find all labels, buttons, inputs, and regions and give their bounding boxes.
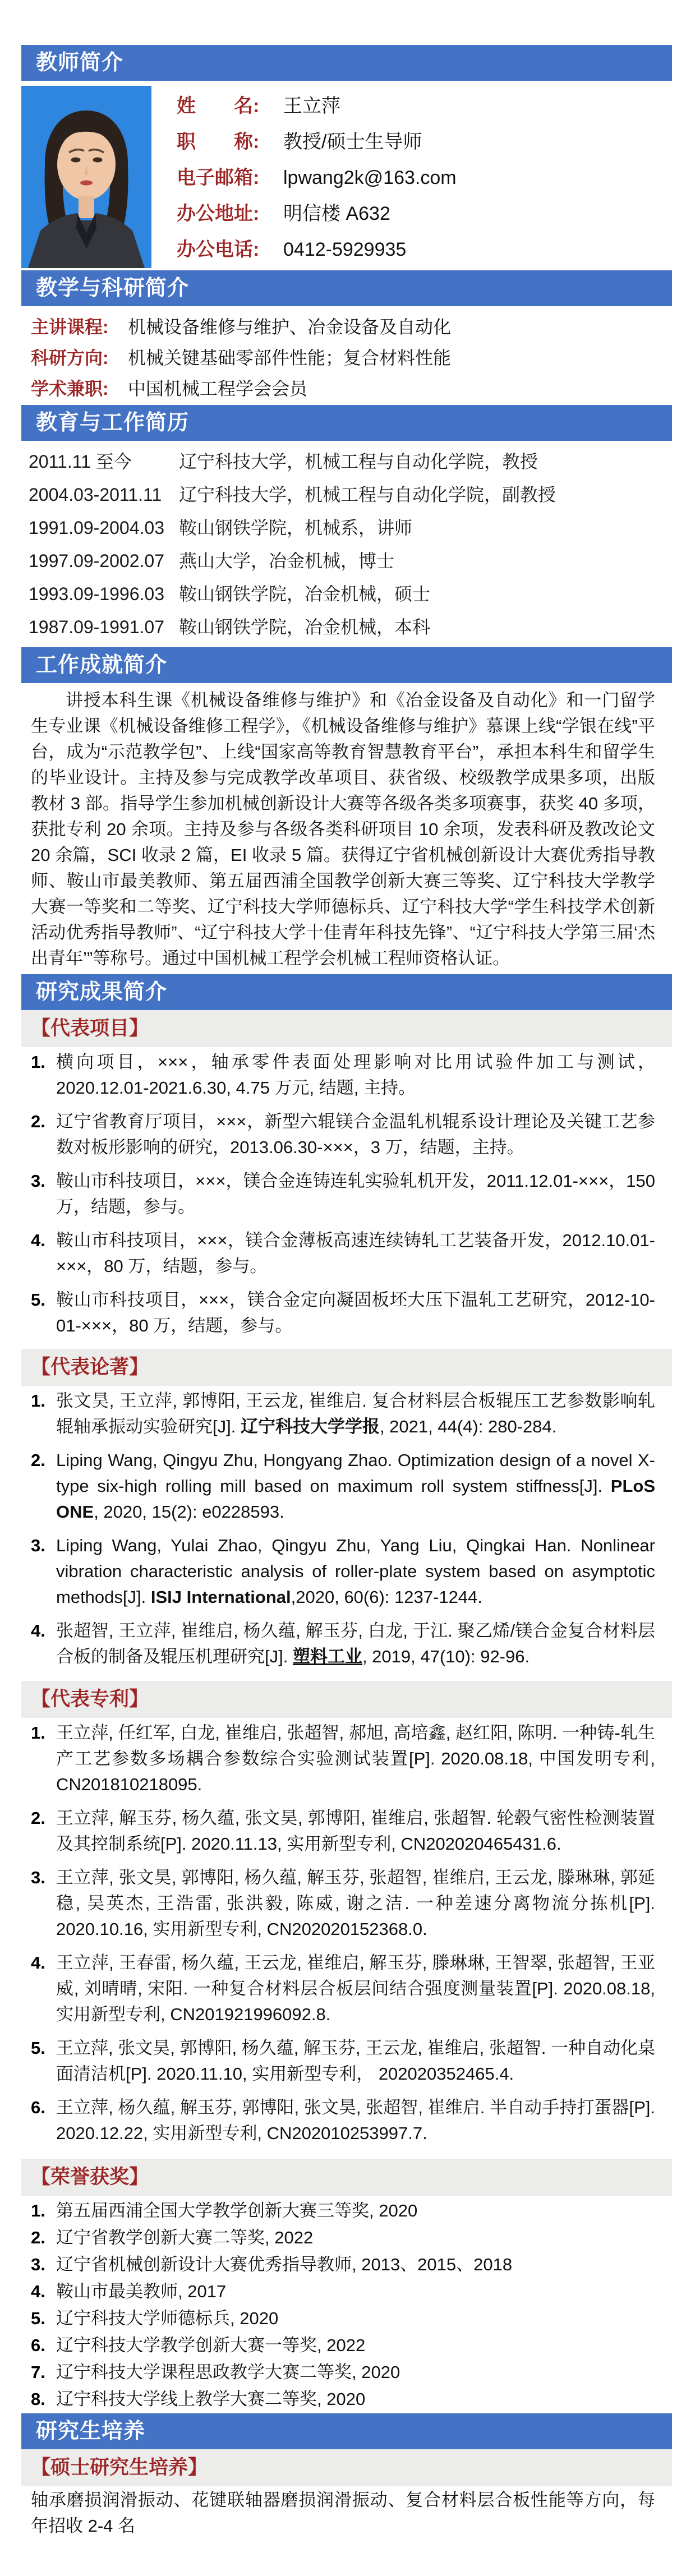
item-number: 5. [31,1290,45,1310]
item-number: 1. [31,1052,45,1072]
profile-field [177,196,457,232]
publication-item [21,1533,672,1610]
item-number: 1. [31,1391,45,1411]
achievements-paragraph: 讲授本科生课《机械设备维修与维护》和《冶金设备及自动化》和一门留学生专业课《机械设备维修工程学》，《机械设备维修与维护》慕课上线“学银在线”平台，成为“示范教学包”、上线“国家高等教育智慧教育平台”，承担本科生和留学生的毕业设计。主持及参与完成教学改革项目、获省级、校级教学成果多项，出版教材 3 部。指导学生参加机械创新设计大赛等各级各类多项赛事，获奖 40 多项，获批专利 20 余项。主持及参与各级各类科研项目 10 余项，发表科研及教改论文 20 余篇，SCI 收录 2 篇，EI 收录 5 篇。获得辽宁省机械创新设计大赛优秀指导教师、鞍山市最美教师、第五届西浦全国教学创新大赛三等奖、辽宁科技大学教学大赛一等奖和二等奖、辽宁科技大学师德标兵、辽宁科技大学“学生科技学术创新活动优秀指导教师”、“辽宁科技大学十佳青年科技先锋”、“辽宁科技大学第三届‘杰出青年’”等称号。通过中国机械工程学会机械工程师资格认证。 [31,690,655,968]
profile-field [177,160,457,196]
section-header-education-work-history: 教育与工作简历 [21,405,672,441]
history-period: 1987.09-1991.07 [29,617,164,637]
item-number: 8. [31,2389,45,2409]
project-item [21,1109,672,1160]
patent-item [21,1950,672,2027]
award-item [21,2225,672,2251]
field-value: 教授/硕士生导师 [283,131,422,153]
item-text: 辽宁省教学创新大赛二等奖, 2022 [56,2228,314,2247]
field-value: 0412-5929935 [283,239,407,260]
item-text: 王立萍, 王春雷, 杨久蕴, 王云龙, 崔维启, 解玉芬, 滕琳琳, 王智翠, 张超智, 王亚威, 刘晴晴, 宋阳. 一种复合材料层合板层间结合强度测量装置[P]. 2020.08.18, 实用新型专利, CN201921996092.8. [56,1953,655,2024]
teaching-field [31,343,672,374]
item-text: 王立萍, 张文昊, 郭博阳, 杨久蕴, 解玉芬, 王云龙, 崔维启, 张超智. 一种自动化桌面清洁机[P]. 2020.11.10, 实用新型专利， 202020352465.4. [56,2038,655,2084]
history-row [29,478,672,511]
item-text: 辽宁省机械创新设计大赛优秀指导教师, 2013、2015、2018 [56,2255,513,2274]
patent-item [21,1805,672,1857]
field-value: 机械设备维修与维护、冶金设备及自动化 [128,317,452,337]
page-content [21,45,672,2539]
history-row [29,578,672,611]
award-item [21,2333,672,2358]
award-item [21,2279,672,2305]
history-detail: 辽宁科技大学，机械工程与自动化学院，教授 [179,451,538,472]
history-detail: 鞍山钢铁学院，冶金机械，硕士 [179,584,431,604]
history-detail: 辽宁科技大学，机械工程与自动化学院，副教授 [179,485,556,505]
teaching-fields [21,306,672,404]
item-text: Liping Wang, Qingyu Zhu, Hongyang Zhao. Optimization design of a novel X-type six-high rolling mill based on maximum roll system stiffness[J]. PLoS ONE, 2020, 15(2): e0228593. [56,1450,655,1522]
subsection-heading-publications: 【代表论著】 [21,1349,672,1386]
publication-item [21,1618,672,1670]
section-header-teaching-research: 教学与科研简介 [21,270,672,306]
item-text: 鞍山市科技项目，×××，镁合金连铸连轧实验轧机开发，2011.12.01-×××，150 万，结题，参与。 [56,1171,655,1216]
subsection-heading-awards: 【荣誉获奖】 [21,2159,672,2196]
profile-basic-info [21,86,672,268]
item-number: 6. [31,2098,45,2117]
item-number: 2. [31,1450,45,1470]
section-header-graduate-training: 研究生培养 [21,2413,672,2449]
patents-list [21,1718,672,2159]
profile-field [177,88,457,124]
item-text: 辽宁科技大学课程思政教学大赛二等奖, 2020 [56,2362,400,2382]
neck [79,196,94,218]
section-header-research-results: 研究成果简介 [21,974,672,1010]
award-item [21,2360,672,2385]
field-value: 王立萍 [283,95,340,117]
field-value: 中国机械工程学会会员 [128,379,308,399]
publications-list [21,1386,672,1681]
history-row [29,445,672,478]
item-text: 张文昊, 王立萍, 郭博阳, 王云龙, 崔维启. 复合材料层合板辊压工艺参数影响轧辊轴承振动实验研究[J]. 辽宁科技大学学报, 2021, 44(4): 280-284. [56,1391,655,1436]
item-number: 1. [31,1723,45,1743]
patent-item [21,1865,672,1942]
profile-field [177,124,457,160]
history-period: 1991.09-2004.03 [29,518,164,538]
field-value: lpwang2k@163.com [283,167,457,188]
field-label: 办公电话: [177,239,260,260]
patent-item [21,1720,672,1798]
publication-item [21,1448,672,1525]
history-period: 2011.11 至今 [29,451,132,472]
item-number: 4. [31,1231,45,1250]
field-label: 主讲课程: [31,317,109,337]
item-text: 鞍山市最美教师, 2017 [56,2282,227,2301]
item-number: 4. [31,1621,45,1640]
history-detail: 鞍山钢铁学院，机械系，讲师 [179,518,413,538]
field-value: 明信楼 A632 [283,203,390,224]
item-number: 7. [31,2362,45,2382]
field-label: 学术兼职: [31,379,109,399]
award-item [21,2306,672,2331]
field-label: 办公地址: [177,203,260,224]
item-text: 横向项目，×××，轴承零件表面处理影响对比用试验件加工与测试，2020.12.01-2021.6.30, 4.75 万元, 结题, 主持。 [56,1052,655,1098]
item-number: 3. [31,2255,45,2274]
item-number: 1. [31,2201,45,2220]
subsection-heading-projects: 【代表项目】 [21,1010,672,1047]
section-header-teacher-intro: 教师简介 [21,45,672,81]
history-row [29,611,672,644]
projects-list [21,1047,672,1349]
teaching-field [31,312,672,343]
section-header-work-achievements: 工作成就简介 [21,647,672,683]
item-text: 王立萍, 张文昊, 郭博阳, 杨久蕴, 解玉芬, 张超智, 崔维启, 王云龙, 滕琳琳, 郭延稳, 吴英杰, 王浩雷, 张洪毅, 陈威, 谢之洁. 一种差速分离物流分拣机[P]. 2020.10.16, 实用新型专利, CN202020152368.0. [56,1868,655,1939]
faculty-profile-page [0,45,686,2576]
teaching-field [31,374,672,404]
history-detail: 燕山大学，冶金机械，博士 [179,551,395,571]
field-label: 科研方向: [31,348,109,368]
history-detail: 鞍山钢铁学院，冶金机械，本科 [179,617,431,637]
field-label: 电子邮箱: [177,167,260,188]
item-text: Liping Wang, Yulai Zhao, Qingyu Zhu, Yang Liu, Qingkai Han. Nonlinear vibration characteristic analysis of roller-plate system based on asymptotic methods[J]. ISIJ International,2020, 60(6): 1237-1244. [56,1536,655,1607]
item-number: 2. [31,1808,45,1828]
item-number: 2. [31,1112,45,1131]
item-number: 6. [31,2335,45,2355]
field-value: 机械关键基础零部件性能；复合材料性能 [128,348,452,368]
item-text: 王立萍, 解玉芬, 杨久蕴, 张文昊, 郭博阳, 崔维启, 张超智. 轮毂气密性检测装置及其控制系统[P]. 2020.11.13, 实用新型专利, CN202020465431.6. [56,1808,655,1854]
item-text: 辽宁科技大学线上教学大赛二等奖, 2020 [56,2389,366,2409]
item-text: 鞍山市科技项目，×××，镁合金薄板高速连续铸轧工艺装备开发，2012.10.01-×××，80 万，结题，参与。 [56,1231,655,1276]
award-item [21,2198,672,2224]
profile-fields [151,86,457,268]
award-item [21,2252,672,2278]
graduate-paragraph: 轴承磨损润滑振动、花键联轴器磨损润滑振动、复合材料层合板性能等方向，每年招收 2-4 名 [31,2490,655,2536]
project-item [21,1228,672,1279]
project-item [21,1168,672,1220]
publication-item [21,1388,672,1440]
item-number: 4. [31,2282,45,2301]
eye-left [71,158,81,163]
subsection-heading-patents: 【代表专利】 [21,1681,672,1718]
subsection-heading-master-training: 【硕士研究生培养】 [21,2449,672,2486]
lips [80,181,93,186]
project-item [21,1049,672,1101]
profile-photo [21,86,151,268]
patent-item [21,2035,672,2087]
eye-right [93,158,103,163]
item-number: 5. [31,2038,45,2058]
history-period: 1993.09-1996.03 [29,584,164,604]
project-item [21,1287,672,1339]
item-number: 3. [31,1171,45,1191]
award-item [21,2386,672,2412]
item-number: 5. [31,2308,45,2328]
history-row [29,511,672,545]
history-period: 1997.09-2002.07 [29,551,164,571]
history-row [29,545,672,578]
field-label: 职 称: [177,131,260,153]
item-number: 4. [31,1953,45,1973]
item-text: 王立萍, 任红军, 白龙, 崔维启, 张超智, 郝旭, 高培鑫, 赵红阳, 陈明. 一种铸-轧生产工艺参数多场耦合参数综合实验测试装置[P]. 2020.08.18, 中国发明专利, CN201810218095. [56,1723,655,1794]
item-text: 张超智, 王立萍, 崔维启, 杨久蕴, 解玉芬, 白龙, 于江. 聚乙烯/镁合金复合材料层合板的制备及辊压机理研究[J]. 塑料工业, 2019, 47(10): 92-96. [56,1621,655,1666]
item-text: 辽宁省教育厅项目，×××，新型六辊镁合金温轧机辊系设计理论及关键工艺参数对板形影响的研究，2013.06.30-×××，3 万，结题，主持。 [56,1112,655,1157]
item-text: 王立萍, 杨久蕴, 解玉芬, 郭博阳, 张文昊, 张超智, 崔维启. 半自动手持打蛋器[P]. 2020.12.22, 实用新型专利, CN202010253997.7. [56,2098,655,2143]
history-period: 2004.03-2011.11 [29,485,162,505]
item-text: 辽宁科技大学师德标兵, 2020 [56,2308,279,2328]
item-text: 第五届西浦全国大学教学创新大赛三等奖, 2020 [56,2201,418,2220]
item-text: 辽宁科技大学教学创新大赛一等奖, 2022 [56,2335,366,2355]
item-number: 3. [31,1536,45,1555]
field-label: 姓 名: [177,95,260,117]
profile-field [177,232,457,268]
patent-item [21,2095,672,2146]
history-rows [21,441,672,644]
awards-list [21,2196,672,2412]
item-number: 3. [31,1868,45,1887]
item-number: 2. [31,2228,45,2247]
item-text: 鞍山市科技项目，×××，镁合金定向凝固板坯大压下温轧工艺研究，2012-10-01-×××，80 万，结题，参与。 [56,1290,655,1335]
